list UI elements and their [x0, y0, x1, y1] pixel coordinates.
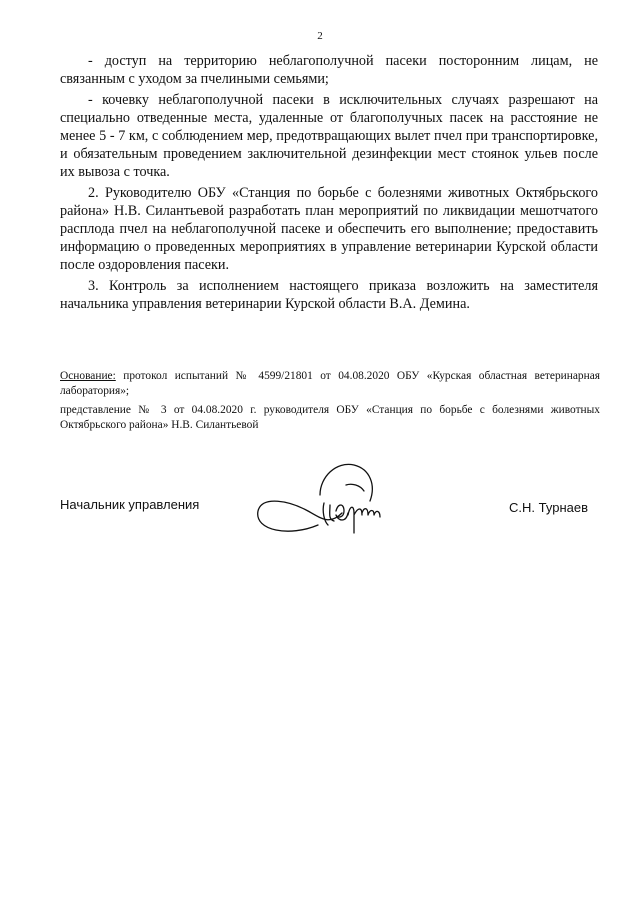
paragraph-item-3: 3. Контроль за исполнением настоящего приказа возложить на заместителя начальника управления ветеринарии Курской области В.А. Демина.: [60, 278, 598, 312]
basis-label: Основание:: [60, 370, 116, 382]
signatory-title: Начальник управления: [60, 497, 200, 512]
order-body: [60, 52, 598, 313]
paragraph-item-2: 2. Руководителю ОБУ «Станция по борьбе с болезнями животных Октябрьского района» Н.В. Силантьевой разработать план мероприятий по ликвидации мешотчатого расплода пчел на неблагополучной пасеке и обеспечить его выполнение; предоставить информацию о проведенных мероприятиях в управление ветеринарии Курской области после оздоровления пасеки.: [60, 185, 598, 273]
basis-submission: представление № 3 от 04.08.2020 г. руководителя ОБУ «Станция по борьбе с болезнями животных Октябрьского района» Н.В. Силантьевой: [60, 404, 600, 431]
page-number: 2: [317, 30, 323, 42]
basis-section: [60, 369, 600, 437]
handwritten-signature: [250, 455, 390, 540]
basis-protocol-text: протокол испытаний № 4599/21801 от 04.08.2020 ОБУ «Курская областная ветеринарная лаборатория»;: [60, 370, 600, 397]
paragraph-access-restriction: - доступ на территорию неблагополучной пасеки посторонним лицам, не связанным с уходом за пчелиными семьями;: [60, 53, 598, 87]
basis-protocol: [60, 369, 600, 399]
paragraph-relocation: - кочевку неблагополучной пасеки в исключительных случаях разрешают на специально отведенные места, удаленные от благополучных пасек на расстояние не менее 5 - 7 км, с соблюдением мер, предотвращающих вылет пчел при транспортировке, и обязательным проведением заключительной дезинфекции мест стоянок ульев после их вывоза с точка.: [60, 92, 598, 180]
signatory-name: С.Н. Турнаев: [509, 500, 588, 515]
